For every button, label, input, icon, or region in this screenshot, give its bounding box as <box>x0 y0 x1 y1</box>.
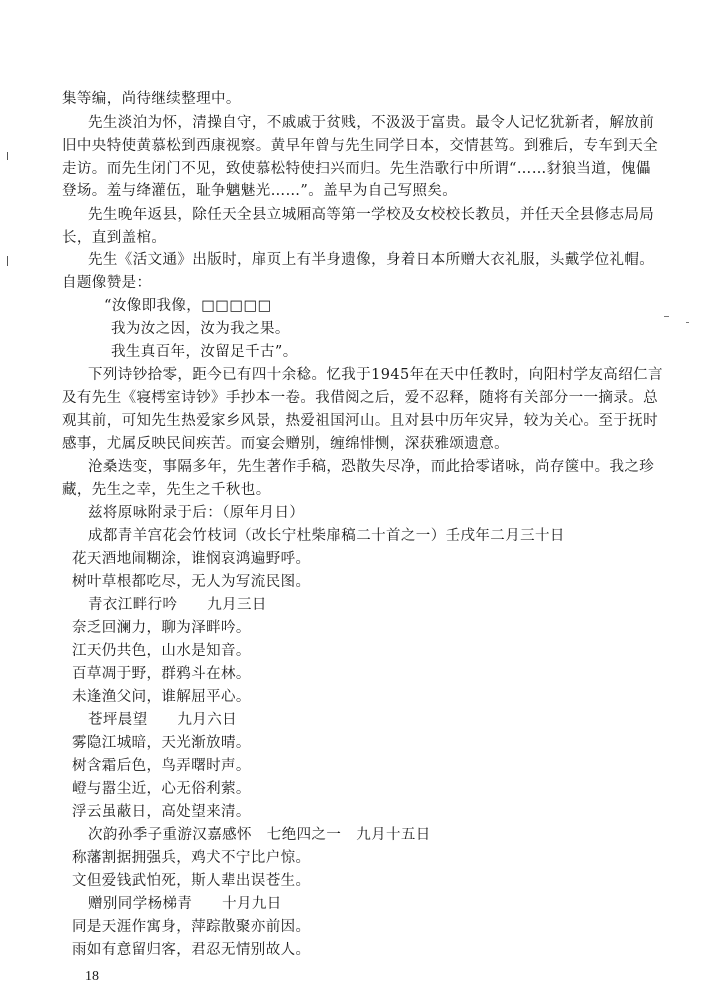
text-line: 长，直到盖棺。 <box>62 230 167 246</box>
text-line: 兹将原咏附录于后：（原年月日） <box>88 505 305 521</box>
text-line: 树叶草根都吃尽，无人为写流民图。 <box>72 574 311 590</box>
text-line: 走访。而先生闭门不见，致使慕松特使扫兴而归。先生浩歌行中所谓“……豺狼当道，傀儡 <box>62 161 651 177</box>
text-line: 集等编，尚待继续整理中。 <box>62 91 241 107</box>
text-line: 浮云虽蔽日，高处望来清。 <box>72 804 251 820</box>
text-line: “汝像即我像，□□□□□ <box>104 298 272 314</box>
page-number: 18 <box>85 969 99 984</box>
text-line: 树含霜后色，鸟弄曙时声。 <box>72 758 251 774</box>
scan-mark <box>7 256 8 266</box>
text-line: 沧桑迭变，事隔多年，先生著作手稿，恐散失尽净，而此拾零诸咏，尚存箧中。我之珍 <box>88 459 655 475</box>
text-line: 青衣江畔行吟 九月三日 <box>88 597 267 613</box>
text-line: 雾隐江城暗，天光渐放晴。 <box>72 735 251 751</box>
text-line: 雨如有意留归客，君忍无情别故人。 <box>72 942 311 958</box>
text-line: 嶝与嚣尘近，心无俗利萦。 <box>72 781 251 797</box>
text-line: 旧中央特使黄慕松到西康视察。黄早年曾与先生同学日本，交情甚笃。到雅后，专车到天全 <box>62 138 658 154</box>
text-line: 赠别同学杨梯青 十月九日 <box>88 896 282 912</box>
text-line: 我为汝之因，汝为我之果。 <box>111 321 290 337</box>
text-line: 百草凋于野，群鸦斗在林。 <box>72 666 251 682</box>
text-line: 未逢渔父问，谁解屈平心。 <box>72 689 251 705</box>
text-line: 自题像赞是： <box>62 275 152 291</box>
text-line: 观其前，可知先生热爱家乡风景，热爱祖国河山。且对县中历年灾异，较为关心。至于抚时 <box>62 413 658 429</box>
text-line: 先生淡泊为怀，清操自守，不戚戚于贫贱，不汲汲于富贵。最令人记忆犹新者，解放前 <box>88 115 655 131</box>
text-line: 称藩割据拥强兵，鸡犬不宁比户惊。 <box>72 850 311 866</box>
text-line: 成都青羊宫花会竹枝词（改长宁杜柴扉稿二十首之一）壬戌年二月三十日 <box>88 528 565 544</box>
text-line: 次韵孙季子重游汉嘉感怀 七绝四之一 九月十五日 <box>88 827 431 843</box>
text-line: 奈乏回澜力，聊为泽畔吟。 <box>72 620 251 636</box>
scan-mark <box>664 316 669 317</box>
text-line: 花天酒地闹糊涂，谁悯哀鸿遍野呼。 <box>72 551 311 567</box>
text-line: 江天仍共色，山水是知音。 <box>72 643 251 659</box>
text-line: 文但爱钱武怕死，斯人辈出误苍生。 <box>72 873 311 889</box>
text-line: 同是天涯作寓身，萍踪散聚亦前因。 <box>72 919 311 935</box>
text-line: 我生真百年，汝留足千古”。 <box>111 344 298 360</box>
text-line: 先生晚年返县，除任天全县立城厢高等第一学校及女校校长教员，并任天全县修志局局 <box>88 207 655 223</box>
text-line: 下列诗钞拾零，距今已有四十余稔。忆我于1945年在天中任教时，向阳村学友高绍仁言 <box>88 367 663 383</box>
text-line: 先生《活文通》出版时，扉页上有半身遗像，身着日本所赠大衣礼服，头戴学位礼帽。 <box>88 252 655 268</box>
text-line: 及有先生《寝樗室诗钞》手抄本一卷。我借阅之后，爱不忍释，随将有关部分一一摘录。总 <box>62 390 658 406</box>
scan-mark <box>7 152 8 160</box>
text-line: 藏，先生之幸，先生之千秋也。 <box>62 482 271 498</box>
text-line: 登场。羞与绛灌伍，耻争魑魅光……”。盖早为自己写照矣。 <box>62 183 458 199</box>
text-line: 苍坪晨望 九月六日 <box>88 712 237 728</box>
scan-mark <box>686 322 689 323</box>
text-line: 感事，尤属反映民间疾苦。而宴会赠别，缠绵悱恻，深获雅颂遗意。 <box>62 436 509 452</box>
